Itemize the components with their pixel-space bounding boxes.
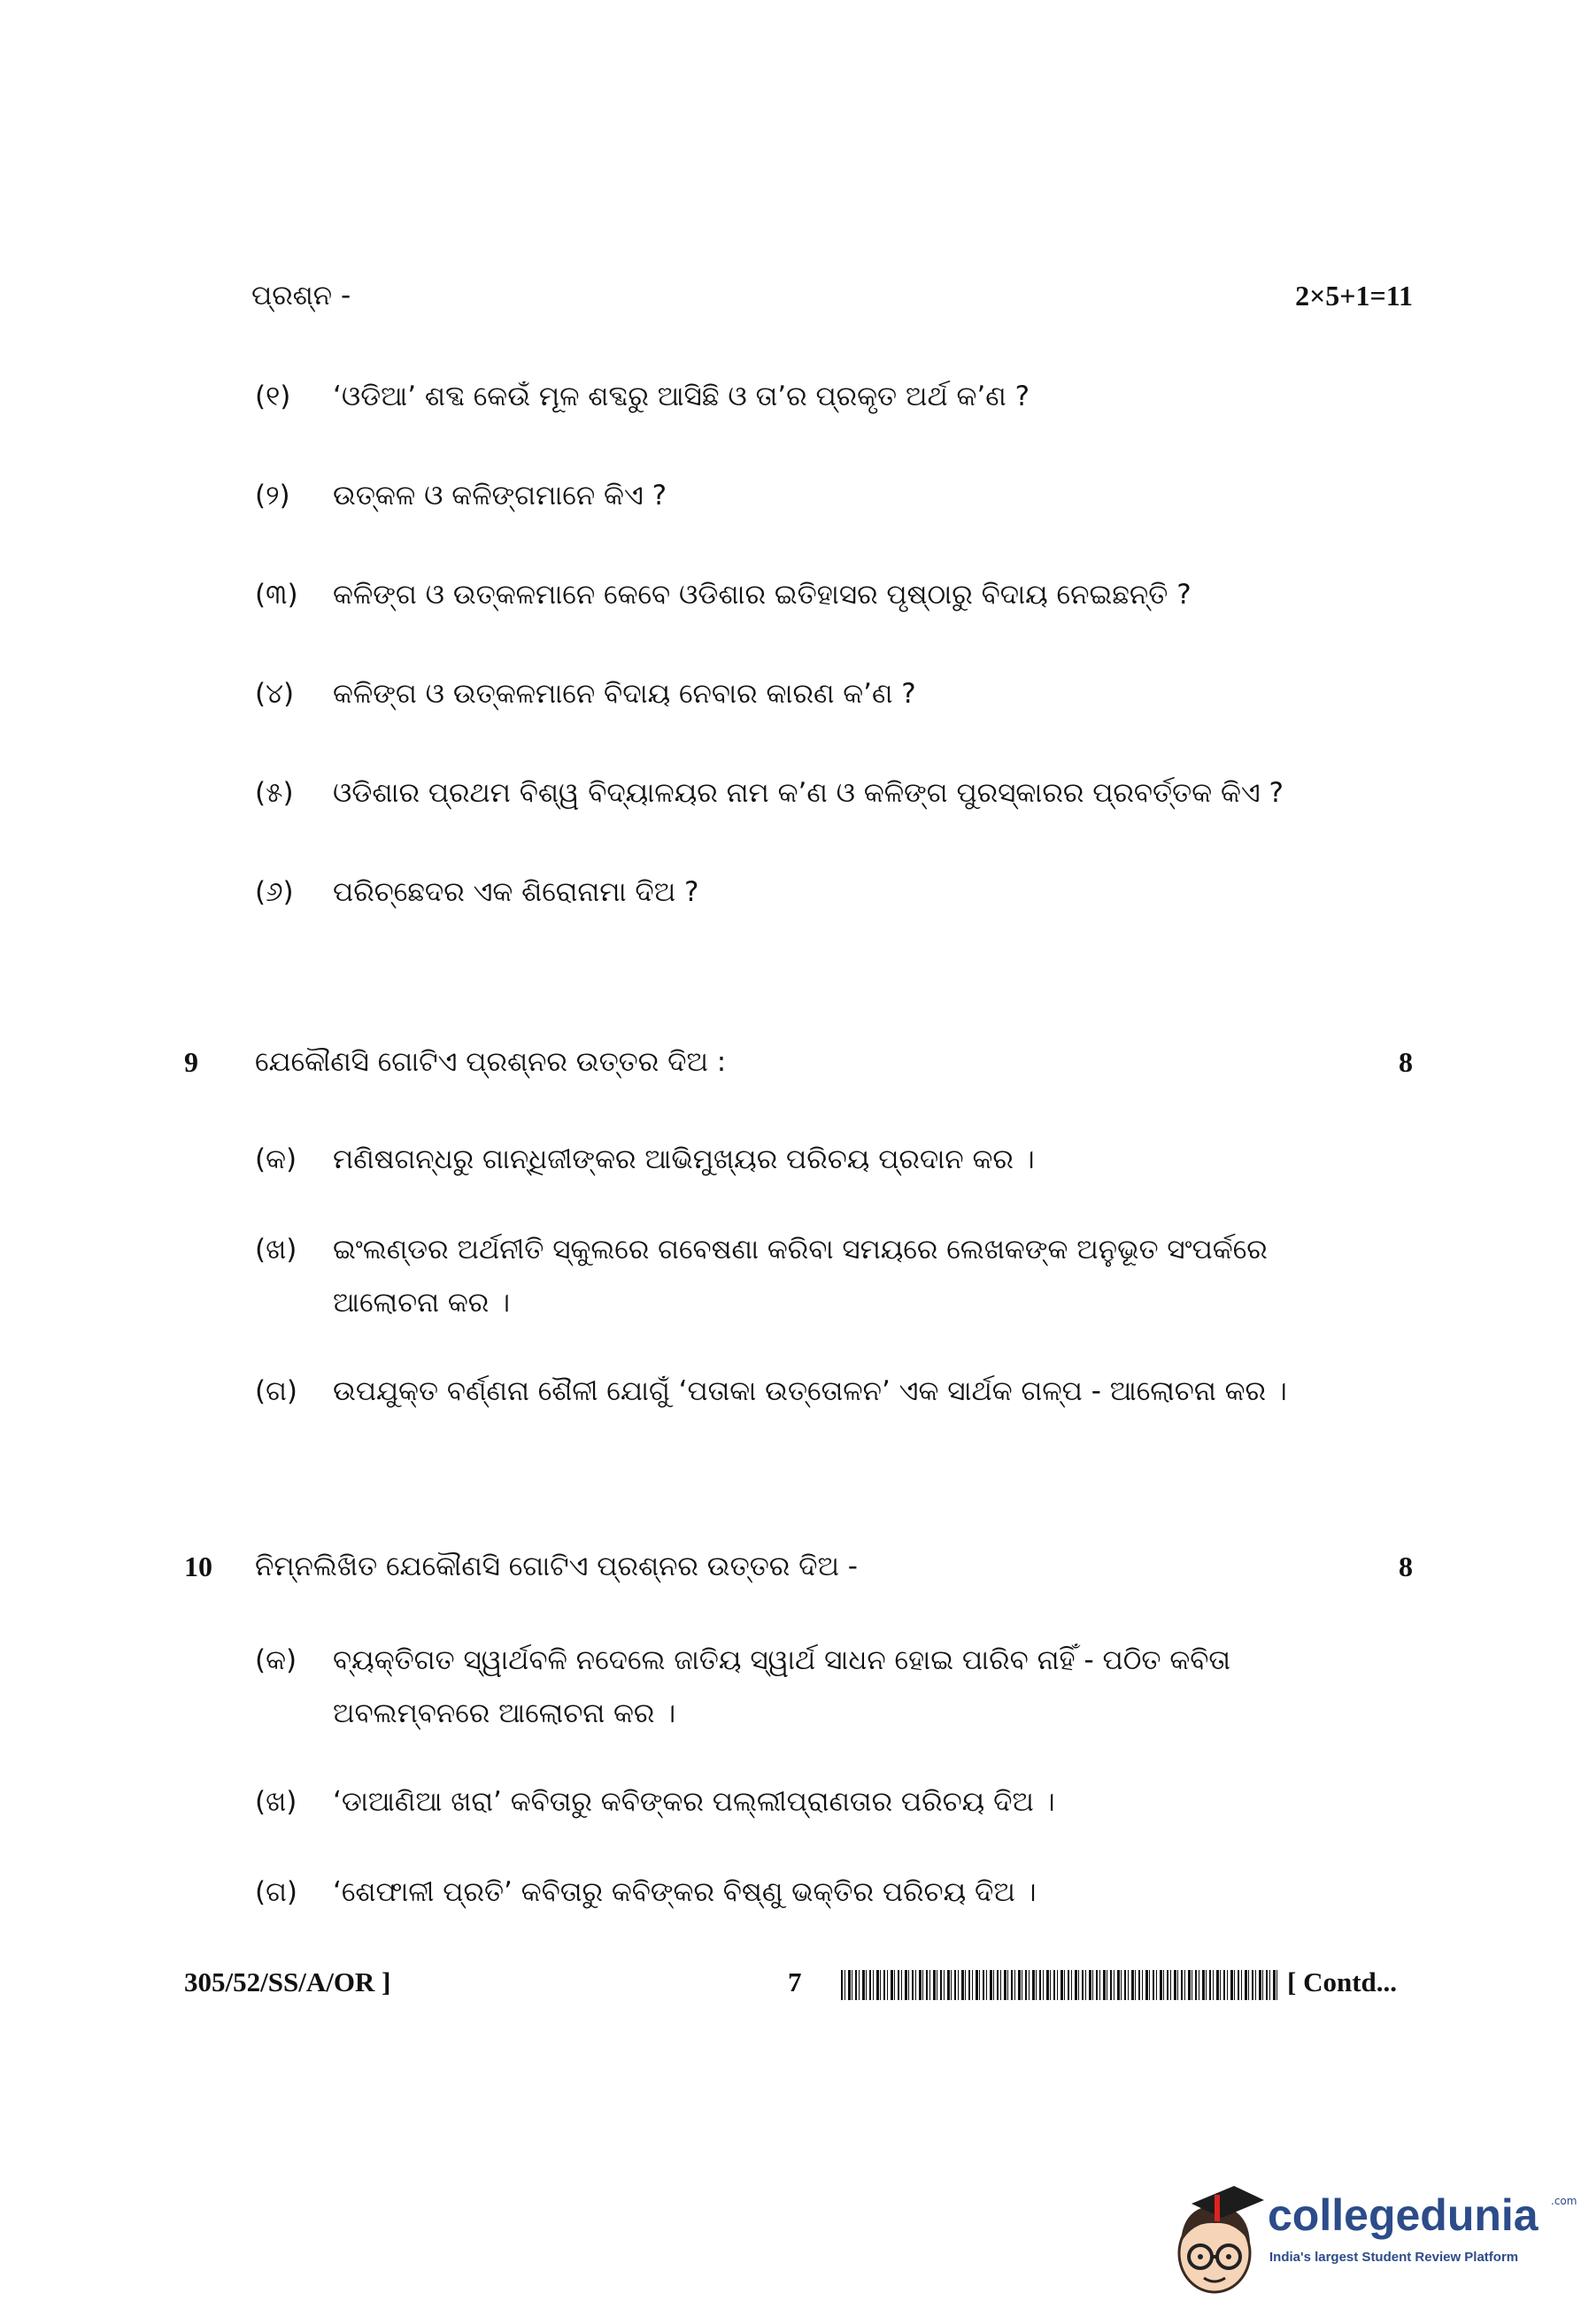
item-number: (କ) (255, 1143, 297, 1175)
item-text: ପରିଚ୍ଛେଦର ଏକ ଶିରୋନାମା ଦିଅ ? (333, 876, 699, 908)
mascot-icon (1165, 2172, 1271, 2305)
logo-brand-name: collegedunia (1268, 2190, 1539, 2240)
item-number: (ଗ) (255, 1375, 297, 1407)
page-number: 7 (788, 1966, 802, 1997)
item-number: (୧) (255, 381, 291, 412)
question-header-marks: 2×5+1=11 (1295, 280, 1413, 312)
logo-tagline: India's largest Student Review Platform (1269, 2250, 1519, 2265)
item-number: (୩) (255, 579, 298, 611)
item-number: (ଖ) (255, 1786, 297, 1818)
item-text: ଉପଯୁକ୍ତ ବର୍ଣ୍ଣନା ଶୈଳୀ ଯୋଗୁଁ ‘ପତାକା ଉତ୍ତୋଳନ’ ଏକ ସାର୍ଥକ ଗଳ୍ପ - ଆଲୋଚନା କର । (333, 1375, 1287, 1407)
item-text: କଳିଙ୍ଗ ଓ ଉତ୍କଳମାନେ ବିଦାୟ ନେବାର କାରଣ କ’ଣ ? (333, 678, 916, 710)
item-text: ଓଡିଶାର ପ୍ରଥମ ବିଶ୍ୱ ବିଦ୍ୟାଳୟର ନାମ କ’ଣ ଓ କଳିଙ୍ଗ ପୁରସ୍କାରର ପ୍ରବର୍ତ୍ତକ କିଏ ? (333, 777, 1284, 809)
question-title: ଯେକୌଣସି ଗୋଟିଏ ପ୍ରଶ୍ନର ଉତ୍ତର ଦିଅ : (255, 1046, 727, 1078)
question-number: 9 (184, 1046, 198, 1078)
item-text: ବ୍ୟକ୍ତିଗତ ସ୍ୱାର୍ଥବଳି ନଦେଲେ ଜାତିୟ ସ୍ୱାର୍ଥ ସାଧନ ହୋଇ ପାରିବ ନାହିଁ - ପଠିତ କବିତା ଅବଲମ୍ବନରେ ଆଲୋଚନା କର । (333, 1644, 1231, 1729)
question-number: 10 (184, 1551, 212, 1582)
question-header-label: ପ୍ରଶ୍ନ - (251, 280, 351, 312)
paper-code: 305/52/SS/A/OR ] (184, 1966, 391, 1997)
item-number: (୪) (255, 678, 295, 710)
barcode-icon (841, 1970, 1278, 2000)
item-number: (୨) (255, 480, 290, 512)
question-marks: 8 (1399, 1046, 1413, 1078)
item-text: ଇଂଲଣ୍ଡର ଅର୍ଥନୀତି ସ୍କୁଲରେ ଗବେଷଣା କରିବା ସମୟରେ ଲେଖକଙ୍କ ଅନୁଭୂତ ସଂପର୍କରେ ଆଲୋଚନା କର । (333, 1234, 1268, 1319)
question-title: ନିମ୍ନଲିଖିତ ଯେକୌଣସି ଗୋଟିଏ ପ୍ରଶ୍ନର ଉତ୍ତର ଦିଅ - (255, 1551, 858, 1582)
item-number: (କ) (255, 1644, 297, 1676)
item-text: ‘ଡାଆଣିଆ ଖରା’ କବିତାରୁ କବିଙ୍କର ପଲ୍ଲୀପ୍ରାଣତାର ପରିଚୟ ଦିଅ । (333, 1786, 1055, 1818)
continued-label: [ Contd... (1287, 1966, 1398, 1997)
logo-brand-suffix: .com (1551, 2195, 1577, 2207)
item-text: ମଣିଷଗନ୍ଧରୁ ଗାନ୍ଧିଜୀଙ୍କର ଆଭିମୁଖ୍ୟର ପରିଚୟ ପ୍ରଦାନ କର । (333, 1143, 1035, 1175)
item-text: ‘ଓଡିଆ’ ଶବ୍ଦ କେଉଁ ମୂଳ ଶବ୍ଦରୁ ଆସିଛି ଓ ତା’ର ପ୍ରକୃତ ଅର୍ଥ କ’ଣ ? (333, 381, 1030, 412)
item-number: (୫) (255, 777, 294, 809)
item-number: (ଗ) (255, 1876, 297, 1908)
question-marks: 8 (1399, 1551, 1413, 1582)
item-text: ଉତ୍କଳ ଓ କଳିଙ୍ଗମାନେ କିଏ ? (333, 480, 667, 512)
item-number: (୬) (255, 876, 294, 908)
item-number: (ଖ) (255, 1234, 297, 1266)
item-text: କଳିଙ୍ଗ ଓ ଉତ୍କଳମାନେ କେବେ ଓଡିଶାର ଇତିହାସର ପୃଷ୍ଠାରୁ ବିଦାୟ ନେଇଛନ୍ତି ? (333, 579, 1192, 611)
item-text: ‘ଶେଫାଳୀ ପ୍ରତି’ କବିତାରୁ କବିଙ୍କର ବିଷ୍ଣୁ ଭକ୍ତିର ପରିଚୟ ଦିଅ । (333, 1876, 1037, 1908)
